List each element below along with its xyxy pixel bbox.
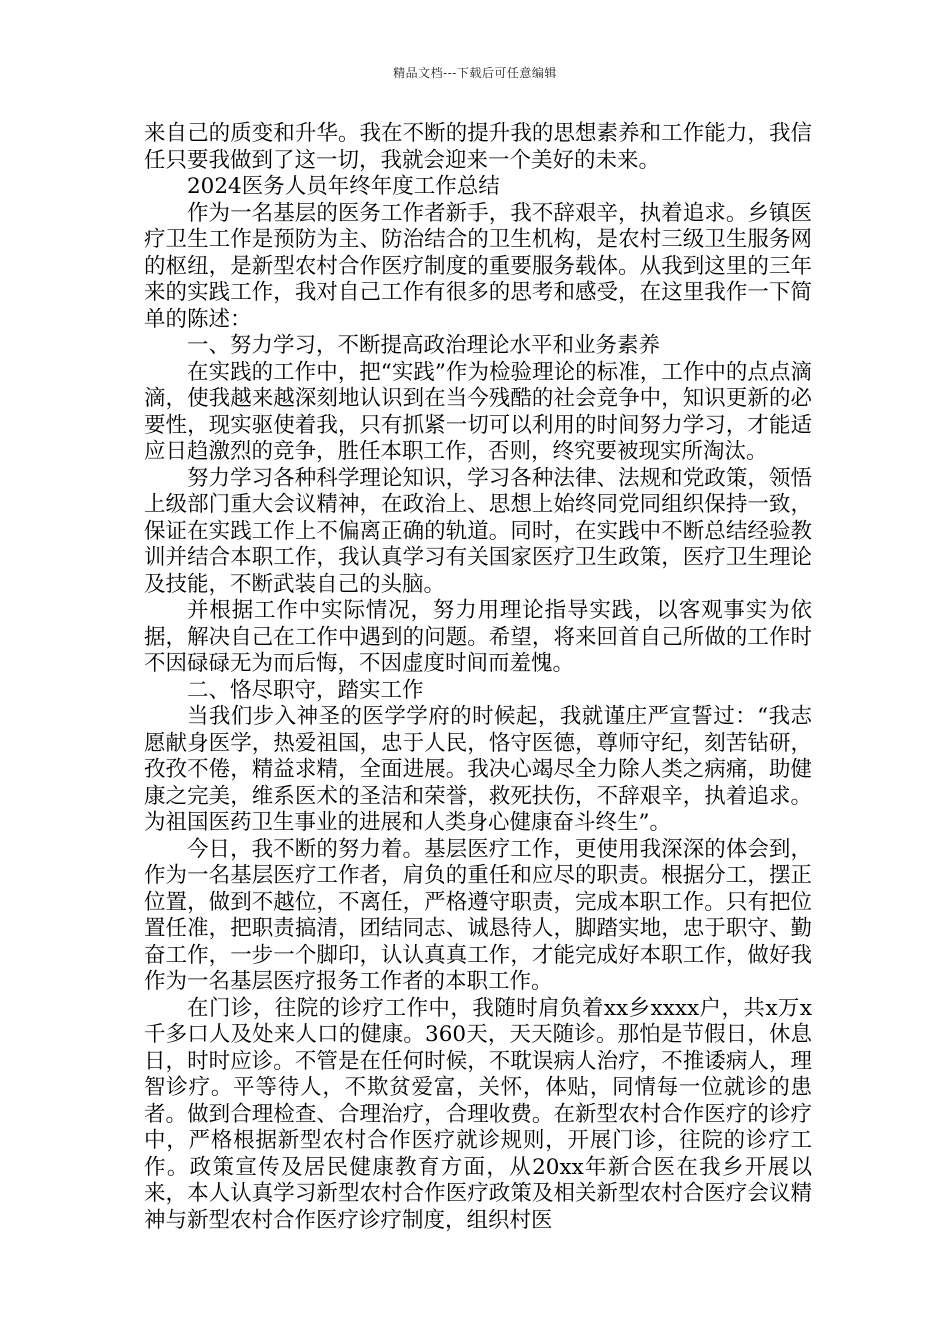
paragraph: 今日，我不断的努力着。基层医疗工作，更使用我深深的体会到，作为一名基层医疗工作者，肩负的重任和应尽的职责。根据分工，摆正位置，做到不越位，不离任，严格遵守职责，完成本职工作。只有把位置任准，把职责搞清，团结同志、诚恳待人，脚踏实地，忠于职守、勤奋工作，一步一个脚印，认认真真工作，才能完成好本职工作，做好我作为一名基层医疗报务工作者的本职工作。 — [144, 836, 812, 994]
document-title: 2024医务人员年终年度工作总结 — [187, 174, 500, 199]
paragraph-intro: 作为一名基层的医务工作者新手，我不辞艰辛，执着追求。乡镇医疗卫生工作是预防为主、防治结合的卫生机构，是农村三级卫生服务网的枢纽，是新型农村合作医疗制度的重要服务载体。从我到这里的三年来的实践工作，我对自己工作有很多的思考和感受，在这里我作一下简单的陈述： — [144, 200, 812, 332]
section-heading-2: 二、恪尽职守，踏实工作 — [187, 677, 424, 703]
paragraph: 当我们步入神圣的医学学府的时候起，我就谨庄严宣誓过：“我志愿献身医学，热爱祖国，忠于人民，恪守医德，尊师守纪，刻苦钻研，孜孜不倦，精益求精，全面进展。我决心竭尽全力除人类之病痛，助健康之完美，维系医术的圣洁和荣誉，救死扶伤，不辞艰辛，执着追求。为祖国医药卫生事业的进展和人类身心健康奋斗终生”。 — [144, 704, 812, 835]
paragraph: 并根据工作中实际情况，努力用理论指导实践，以客观事实为依据，解决自己在工作中遇到的问题。希望，将来回首自己所做的工作时不因碌碌无为而后悔，不因虚度时间而羞愧。 — [144, 598, 812, 676]
paragraph: 在实践的工作中，把“实践”作为检验理论的标准，工作中的点点滴滴，使我越来越深刻地认识到在当今残酷的社会竞争中，知识更新的必要性，现实驱使着我，只有抓紧一切可以利用的时间努力学习，才能适应日趋激烈的竞争，胜任本职工作，否则，终究要被现实所淘汰。 — [144, 359, 812, 464]
document-body — [144, 121, 812, 1234]
paragraph-continuation: 来自己的质变和升华。我在不断的提升我的思想素养和工作能力，我信任只要我做到了这一切，我就会迎来一个美好的未来。 — [144, 121, 812, 173]
paragraph: 在门诊，往院的诊疗工作中，我随时肩负着xx乡xxxx户，共x万x千多口人及处来人口的健康。360天，天天随诊。那怕是节假日，休息日，时时应诊。不管是在任何时候，不耽误病人治疗，不推诿病人，理智诊疗。平等待人，不欺贫爱富，关怀，体贴，同情每一位就诊的患者。做到合理检查、合理治疗，合理收费。在新型农村合作医疗的诊疗中，严格根据新型农村合作医疗就诊规则，开展门诊，往院的诊疗工作。政策宣传及居民健康教育方面，从20xx年新合医在我乡开展以来，本人认真学习新型农村合作医疗政策及相关新型农村合医疗会议精神与新型农村合作医疗诊疗制度，组织村医 — [144, 995, 812, 1233]
page-header: 精品文档---下载后可任意编辑 — [393, 66, 557, 80]
paragraph: 努力学习各种科学理论知识，学习各种法律、法规和党政策，领悟上级部门重大会议精神，在政治上、思想上始终同党同组织保持一致，保证在实践工作上不偏离正确的轨道。同时，在实践中不断总结经验教训并结合本职工作，我认真学习有关国家医疗卫生政策，医疗卫生理论及技能，不断武装自己的头脑。 — [144, 465, 812, 597]
section-heading-1: 一、努力学习，不断提高政治理论水平和业务素养 — [187, 333, 661, 358]
